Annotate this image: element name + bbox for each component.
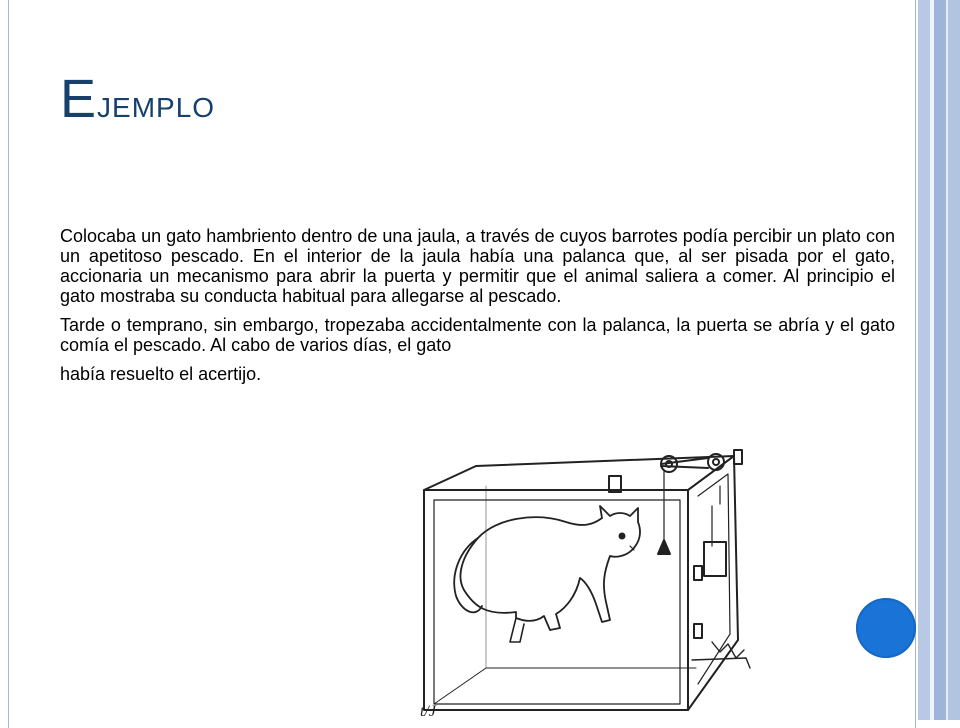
paragraph-1: Colocaba un gato hambriento dentro de una jaula, a través de cuyos barrotes podía percibir un plato con un apetitoso pescado. En el interior de la jaula había una palanca que, al ser pisada por el gato, accionaria un mecanismo para abrir la puerta y permitir que el animal saliera a comer. Al principio el gato mostraba su conducta habitual para allegarse al pescado. xyxy=(60,226,895,306)
paragraph-2: Tarde o temprano, sin embargo, tropezaba accidentalmente con la palanca, la puerta se abría y el gato comía el pescado. Al cabo de varios días, el gato xyxy=(60,315,895,355)
title-initial: E xyxy=(60,69,98,129)
paragraph-3: había resuelto el acertijo. xyxy=(60,364,262,384)
body-text xyxy=(60,226,895,393)
title-rest: jemplo xyxy=(97,82,216,126)
decorative-side-stripes xyxy=(916,0,960,720)
cat-puzzle-box-illustration xyxy=(416,446,756,720)
circle-nav-button[interactable] xyxy=(856,598,916,658)
slide-title xyxy=(60,69,216,129)
illustration-signature: t/J xyxy=(420,703,436,720)
